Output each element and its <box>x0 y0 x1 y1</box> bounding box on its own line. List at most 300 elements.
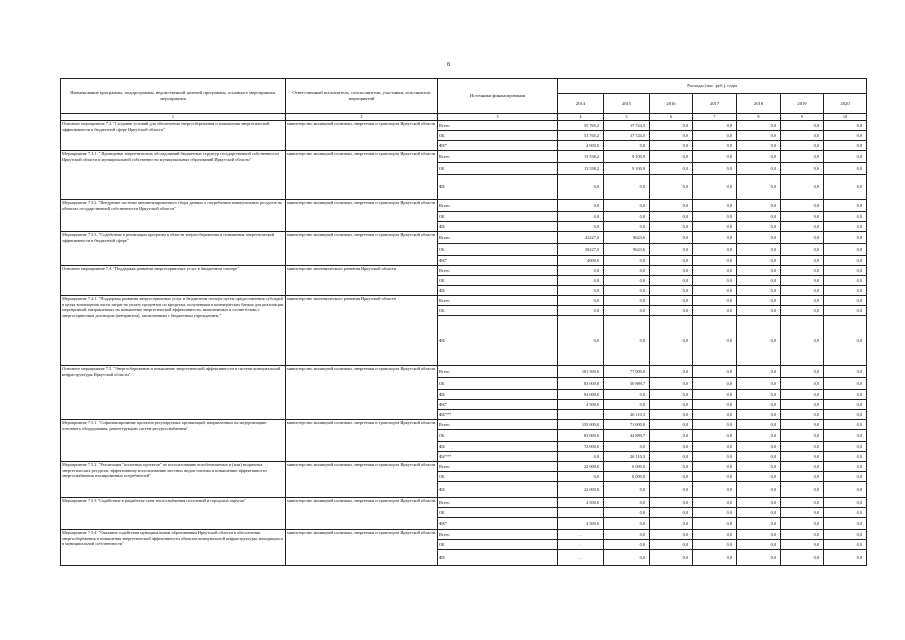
expense-value: 0,0 <box>824 316 867 366</box>
expense-value: 0,0 <box>781 151 824 163</box>
expense-value: 17 724,5 <box>604 131 650 141</box>
funding-source: Всего <box>438 420 558 430</box>
column-number: 9 <box>781 114 824 121</box>
header-program: Наименование программы, подпрограммы, ведомственной целевой программы, основного мероприятия, мероприятия <box>61 79 286 114</box>
expense-value: 0,0 <box>693 540 737 550</box>
funding-source: ФБ <box>438 175 558 200</box>
program-name: Мероприятие 7.3.2. "Внедрение системы автоматизированного сбора данных о потреблении коммунальных ресурсов на объектах государственной собственности Иркутской области" <box>61 200 286 232</box>
table-row <box>61 200 867 212</box>
expense-value: 0,0 <box>650 266 693 276</box>
expense-value: 0,0 <box>737 378 781 390</box>
expense-value: 0,0 <box>781 286 824 296</box>
expense-value: 0,0 <box>693 390 737 400</box>
expense-value: 0,0 <box>781 420 824 430</box>
table-row <box>61 366 867 378</box>
expense-value: 0,0 <box>650 410 693 420</box>
expense-value: 13 538,2 <box>558 163 604 175</box>
expense-value: 0,0 <box>737 482 781 498</box>
expense-value: 4 000,0 <box>558 141 604 151</box>
program-name: Основное мероприятие 7.3. "Создание условий для обеспечения энергосбережения и повышения энергетической эффективности в бюджетной сфере Иркутской области" <box>61 121 286 151</box>
expense-value: 0,0 <box>650 175 693 200</box>
expense-value: 26 110,3 <box>604 452 650 462</box>
executor-name: министерство экономического развития Иркутской области <box>286 266 438 296</box>
expense-value: 22 000,0 <box>558 462 604 472</box>
expense-value: 0,0 <box>824 296 867 306</box>
funding-source: Всего <box>438 121 558 131</box>
expense-value: 0,0 <box>737 400 781 410</box>
expense-value: 0,0 <box>604 442 650 452</box>
funding-source: ФБ <box>438 482 558 498</box>
expense-value: 0,0 <box>650 482 693 498</box>
program-name: Мероприятие 7.5.3 "Содействие в разработке схем теплоснабжения поселений и городских округов" <box>61 498 286 530</box>
expense-value: 0,0 <box>650 452 693 462</box>
expense-value: 0,0 <box>693 141 737 151</box>
expense-value: 83 000,0 <box>558 378 604 390</box>
expense-value: 0,0 <box>650 530 693 540</box>
funding-source: ОБ <box>438 378 558 390</box>
expense-value: 0,0 <box>737 212 781 222</box>
funding-source: ФБ <box>438 442 558 452</box>
expense-value: 8623,6 <box>604 244 650 256</box>
expense-value: 0,0 <box>824 366 867 378</box>
expense-value: 0,0 <box>693 212 737 222</box>
column-number: 1 <box>61 114 286 121</box>
expense-value: 0,0 <box>604 400 650 410</box>
program-name: Мероприятие 7.5.1. "Софинансирование проектов регулируемых организаций, направленных на модернизацию основного оборудования, реконструкцию систем ресурсоснабжения" <box>61 420 286 462</box>
funding-source: ФБ <box>438 222 558 232</box>
expense-value: 4 500,0 <box>558 400 604 410</box>
expense-value: 0,0 <box>604 550 650 566</box>
funding-source: ОБ <box>438 131 558 141</box>
expense-value: 0,0 <box>824 244 867 256</box>
expense-value: 0,0 <box>693 121 737 131</box>
expense-value: 0,0 <box>824 472 867 482</box>
table-row <box>61 121 867 131</box>
expense-value: 0,0 <box>781 462 824 472</box>
expense-value: 0,0 <box>650 508 693 518</box>
funding-source: Всего <box>438 232 558 244</box>
expense-value: 0,0 <box>693 498 737 508</box>
funding-source: ОБ <box>438 508 558 518</box>
expense-value: 83 000,0 <box>558 430 604 442</box>
expense-value: 0,0 <box>781 232 824 244</box>
expense-value: 0,0 <box>650 420 693 430</box>
expense-value: 0,0 <box>604 286 650 296</box>
expense-value: 0,0 <box>558 316 604 366</box>
expense-value: 0,0 <box>824 452 867 462</box>
expense-value: 0,0 <box>824 410 867 420</box>
expense-value: 0,0 <box>693 266 737 276</box>
expense-value: 0,0 <box>737 366 781 378</box>
expense-value: 0,0 <box>781 430 824 442</box>
expense-value: 0,0 <box>781 212 824 222</box>
expense-value: 0,0 <box>650 390 693 400</box>
expense-value: 0,0 <box>737 472 781 482</box>
expense-value: 22 000,0 <box>558 482 604 498</box>
expense-value: 4 500,0 <box>558 518 604 530</box>
expense-value: 71 000,0 <box>604 420 650 430</box>
expense-value: 0,0 <box>737 530 781 540</box>
expense-value: 0,0 <box>604 508 650 518</box>
expense-value: 0,0 <box>604 266 650 276</box>
expense-value: 0,0 <box>693 472 737 482</box>
expense-value: 17 724,5 <box>604 121 650 131</box>
expense-value: 0,0 <box>693 232 737 244</box>
expense-value: 0,0 <box>650 244 693 256</box>
expense-value: 0,0 <box>824 276 867 286</box>
funding-source: ФБ* <box>438 518 558 530</box>
expense-value: 0,0 <box>693 452 737 462</box>
expense-value: 0,0 <box>824 200 867 212</box>
expense-value: 0,0 <box>558 472 604 482</box>
expense-value: 0,0 <box>604 296 650 306</box>
expense-value: 0,0 <box>604 200 650 212</box>
expense-value: 0,0 <box>693 420 737 430</box>
expense-value: 0,0 <box>604 530 650 540</box>
expense-value: 0,0 <box>693 316 737 366</box>
expense-value: 0,0 <box>693 256 737 266</box>
program-name: Мероприятие 7.3.1. " Проведение энергетических обследований бюджетных структур государственной собственности Иркутской области и муниципальной собственности муниципальных образований Иркутской области" <box>61 151 286 200</box>
expense-value: 0,0 <box>737 266 781 276</box>
expense-value: 0,0 <box>737 200 781 212</box>
expense-value: 0,0 <box>693 222 737 232</box>
expense-value: 0,0 <box>650 498 693 508</box>
expense-value: 0,0 <box>693 410 737 420</box>
expense-value: 0,0 <box>604 175 650 200</box>
expense-value: 0,0 <box>737 131 781 141</box>
header-year: 2020 <box>824 94 867 114</box>
expense-value: 181 500,0 <box>558 366 604 378</box>
expense-value: 0,0 <box>693 378 737 390</box>
expense-value: 0,0 <box>781 296 824 306</box>
expense-value: 0,0 <box>650 256 693 266</box>
expense-value: 0,0 <box>558 175 604 200</box>
expense-value: 0,0 <box>558 222 604 232</box>
expense-value: 0,0 <box>781 400 824 410</box>
expense-value: 0,0 <box>824 131 867 141</box>
expense-value: 0,0 <box>737 276 781 286</box>
expense-value: 0,0 <box>737 390 781 400</box>
expense-value: 0,0 <box>693 175 737 200</box>
expense-value: 6 000,0 <box>604 462 650 472</box>
executor-name: министерство жилищной политики, энергетики и транспорта Иркутской области <box>286 200 438 232</box>
expense-value: 13 538,2 <box>558 151 604 163</box>
funding-source: ОБ <box>438 244 558 256</box>
expense-value: 0,0 <box>693 508 737 518</box>
expense-value: – <box>558 530 604 540</box>
expense-value: 0,0 <box>693 400 737 410</box>
expense-value: 0,0 <box>781 266 824 276</box>
expense-value: 0,0 <box>824 390 867 400</box>
column-number: 8 <box>737 114 781 121</box>
table-row <box>61 498 867 508</box>
expense-value: 50 889,7 <box>604 378 650 390</box>
header-expenses: Расходы (тыс. руб.), годы <box>558 79 867 94</box>
funding-source: ОБ <box>438 163 558 175</box>
expense-value: 0,0 <box>824 141 867 151</box>
expense-value: 26 110,3 <box>604 410 650 420</box>
expense-value: 0,0 <box>558 212 604 222</box>
expense-value: 0,0 <box>604 390 650 400</box>
expense-value: 0,0 <box>650 540 693 550</box>
executor-name: министерство жилищной политики, энергетики и транспорта Иркутской области <box>286 420 438 462</box>
column-number: 4 <box>558 114 604 121</box>
funding-source: ФБ* <box>438 256 558 266</box>
expense-value: 0,0 <box>781 442 824 452</box>
expense-value: 0,0 <box>693 286 737 296</box>
expense-value: 0,0 <box>650 276 693 286</box>
funding-source: ФБ*** <box>438 452 558 462</box>
column-number: 2 <box>286 114 438 121</box>
expense-value: 0,0 <box>781 530 824 540</box>
expense-value: 4000,0 <box>558 256 604 266</box>
expense-value: 0,0 <box>558 276 604 286</box>
expense-value: 0,0 <box>781 508 824 518</box>
expense-value: 0,0 <box>650 316 693 366</box>
expense-value: 0,0 <box>737 550 781 566</box>
expense-value: 0,0 <box>824 212 867 222</box>
program-name: Основное мероприятие 7.4. "Поддержка развития энергосервисных услуг в бюджетном секторе" <box>61 266 286 296</box>
expense-value: 0,0 <box>737 420 781 430</box>
expense-value: 0,0 <box>650 442 693 452</box>
expense-value: 0,0 <box>824 222 867 232</box>
executor-name: министерство жилищной политики, энергетики и транспорта Иркутской области <box>286 366 438 420</box>
expense-value: 0,0 <box>781 452 824 462</box>
expense-value: 51 765,2 <box>558 131 604 141</box>
expense-value: 0,0 <box>824 400 867 410</box>
funding-source: ОБ <box>438 472 558 482</box>
expense-value: 0,0 <box>650 296 693 306</box>
expense-value: 72 000,0 <box>558 442 604 452</box>
expense-value: 0,0 <box>737 296 781 306</box>
expense-value: 0,0 <box>558 286 604 296</box>
expense-value: 0,0 <box>824 442 867 452</box>
header-year: 2014 <box>558 94 604 114</box>
funding-source: ФБ <box>438 286 558 296</box>
expense-value: 9 100,9 <box>604 163 650 175</box>
expense-value: 0,0 <box>650 286 693 296</box>
table-row <box>61 296 867 306</box>
table-row <box>61 266 867 276</box>
expense-value: 0,0 <box>604 306 650 316</box>
expense-value: 0,0 <box>650 212 693 222</box>
expense-value: 0,0 <box>781 498 824 508</box>
table-row <box>61 462 867 472</box>
expense-value: 44 889,7 <box>604 430 650 442</box>
expense-value: 0,0 <box>650 232 693 244</box>
expense-value: 0,0 <box>737 175 781 200</box>
funding-source: Всего <box>438 366 558 378</box>
expense-value: 0,0 <box>781 540 824 550</box>
expense-value: 0,0 <box>781 141 824 151</box>
expense-value: 0,0 <box>737 222 781 232</box>
expense-value: 0,0 <box>737 410 781 420</box>
expense-value: 0,0 <box>650 550 693 566</box>
expense-value: 0,0 <box>824 550 867 566</box>
expense-value: 0,0 <box>824 266 867 276</box>
expense-value: 9 100,9 <box>604 151 650 163</box>
expense-value: 0,0 <box>737 244 781 256</box>
expense-value: 0,0 <box>781 244 824 256</box>
expense-value: 0,0 <box>781 121 824 131</box>
expense-value: 0,0 <box>650 200 693 212</box>
expense-value: 0,0 <box>781 256 824 266</box>
expense-value: 0,0 <box>824 378 867 390</box>
funding-source: Всего <box>438 462 558 472</box>
expense-value: 0,0 <box>650 222 693 232</box>
funding-source: Всего <box>438 266 558 276</box>
expense-value: 0,0 <box>781 175 824 200</box>
expense-value: 0,0 <box>781 200 824 212</box>
program-name: Мероприятие 7.4.1. "Поддержка развития энергосервисных услуг в бюджетном секторе путем предоставления субсидий в целях возмещения части затрат на уплату процентов по кредитам, полученным в коммерческих банках для реализации мероприятий, направленных на повышение энергетической эффективности, выполняемых в соответствии с энергосервисным договором (контрактом), заключенным с бюджетным учреждением." <box>61 296 286 366</box>
expense-value: 0,0 <box>650 131 693 141</box>
expense-value: 0,0 <box>650 306 693 316</box>
expense-value: 0,0 <box>737 498 781 508</box>
header-year: 2019 <box>781 94 824 114</box>
expense-value: 0,0 <box>824 286 867 296</box>
expense-value: 0,0 <box>737 508 781 518</box>
expense-value: 0,0 <box>650 430 693 442</box>
expense-value: 0,0 <box>693 151 737 163</box>
expense-value: 0,0 <box>558 452 604 462</box>
expense-value: 0,0 <box>824 256 867 266</box>
expense-value: 0,0 <box>824 540 867 550</box>
expense-value: 0,0 <box>781 410 824 420</box>
expense-value: 0,0 <box>558 296 604 306</box>
expense-value: 0,0 <box>781 306 824 316</box>
funding-source: ФБ <box>438 390 558 400</box>
header-year: 2017 <box>693 94 737 114</box>
expense-value: 4 500,0 <box>558 498 604 508</box>
expense-value: 0,0 <box>824 498 867 508</box>
expense-value: 0,0 <box>737 286 781 296</box>
expense-value: 0,0 <box>824 482 867 498</box>
expense-value: 0,0 <box>737 442 781 452</box>
header-year: 2018 <box>737 94 781 114</box>
funding-source: Всего <box>438 530 558 540</box>
expense-value: 0,0 <box>781 550 824 566</box>
executor-name: министерство жилищной политики, энергетики и транспорта Иркутской области <box>286 151 438 200</box>
funding-source: Всего <box>438 200 558 212</box>
table-row <box>61 420 867 430</box>
expense-value: 0,0 <box>737 540 781 550</box>
expense-value: 0,0 <box>781 276 824 286</box>
expense-value: 0,0 <box>781 316 824 366</box>
expense-value: 0,0 <box>824 462 867 472</box>
table-row <box>61 151 867 163</box>
expense-value: 0,0 <box>693 276 737 286</box>
column-number: 10 <box>824 114 867 121</box>
funding-source: Всего <box>438 151 558 163</box>
expense-value: 0,0 <box>824 232 867 244</box>
expense-value: 6 000,0 <box>604 472 650 482</box>
executor-name: министерство экономического развития Иркутской области <box>286 296 438 366</box>
expense-value: 0,0 <box>737 452 781 462</box>
expense-value: 0,0 <box>737 232 781 244</box>
funding-source: Всего <box>438 296 558 306</box>
expense-value: 0,0 <box>650 378 693 390</box>
header-year: 2015 <box>604 94 650 114</box>
expense-value: 0,0 <box>824 530 867 540</box>
expense-value: 0,0 <box>824 420 867 430</box>
expense-value: 155 000,0 <box>558 420 604 430</box>
expense-value: 0,0 <box>737 163 781 175</box>
expense-value: 0,0 <box>650 472 693 482</box>
funding-source: ОБ <box>438 306 558 316</box>
expense-value: 0,0 <box>737 121 781 131</box>
expense-value: 0,0 <box>558 200 604 212</box>
expense-value: 0,0 <box>693 131 737 141</box>
expense-value: 0,0 <box>650 141 693 151</box>
funding-source: ФБ*** <box>438 410 558 420</box>
expense-value: 8623,6 <box>604 232 650 244</box>
funding-source: ФБ <box>438 316 558 366</box>
table-row <box>61 232 867 244</box>
expense-value: – <box>558 540 604 550</box>
executor-name: министерство жилищной политики, энергетики и транспорта Иркутской области <box>286 530 438 566</box>
program-name: Мероприятие 7.3.3. "Содействие в реализации программ в области энергосбережения и повышения энергетической эффективности в бюджетной сфере" <box>61 232 286 266</box>
expense-value: 0,0 <box>737 306 781 316</box>
funding-source: ФБ* <box>438 400 558 410</box>
expense-value: 0,0 <box>781 366 824 378</box>
funding-source: ОБ <box>438 430 558 442</box>
expense-value: 0,0 <box>781 390 824 400</box>
expense-value: 0,0 <box>693 442 737 452</box>
expense-value: 0,0 <box>781 518 824 530</box>
expense-value: 0,0 <box>824 518 867 530</box>
expense-value: 0,0 <box>650 163 693 175</box>
expense-value: 0,0 <box>781 472 824 482</box>
expense-value: 0,0 <box>604 540 650 550</box>
column-number: 7 <box>693 114 737 121</box>
expense-value: 0,0 <box>824 508 867 518</box>
expense-value: 0,0 <box>604 222 650 232</box>
expense-value: 0,0 <box>824 163 867 175</box>
expense-value: 0,0 <box>693 482 737 498</box>
funding-source: ФБ <box>438 550 558 566</box>
expense-value: 77 000,0 <box>604 366 650 378</box>
funding-source: ФБ* <box>438 141 558 151</box>
funding-source: Всего <box>438 498 558 508</box>
expense-value: 0,0 <box>693 200 737 212</box>
expense-value: – <box>558 550 604 566</box>
expense-value: 0,0 <box>650 400 693 410</box>
expense-value: 0,0 <box>824 306 867 316</box>
expense-value: 0,0 <box>824 121 867 131</box>
expense-value: 0,0 <box>737 141 781 151</box>
expense-value: 0,0 <box>604 276 650 286</box>
expense-value: 0,0 <box>650 366 693 378</box>
column-number: 6 <box>650 114 693 121</box>
program-name: Мероприятие 7.5.2. "Реализация "пилотных проектов" по использованию возобновляемых и (или) вторичных энергетических ресурсов, эффективному использованию местных видов топлива и повышению эффективности энергоснабжения изолированных потребителей" <box>61 462 286 498</box>
expense-value: 0,0 <box>604 518 650 530</box>
program-name: Основное мероприятие 7.5. "Энергосбережение и повышение энергетической эффективности в системе коммунальной инфраструктуры Иркутской области" <box>61 366 286 420</box>
funding-source: ОБ <box>438 276 558 286</box>
expense-value: 0,0 <box>693 306 737 316</box>
table-row <box>61 530 867 540</box>
page-number: 8 <box>447 62 450 68</box>
expense-value: 0,0 <box>693 296 737 306</box>
funding-source: ОБ <box>438 540 558 550</box>
column-number: 5 <box>604 114 650 121</box>
expense-value: 0,0 <box>650 151 693 163</box>
expense-value: 0,0 <box>604 256 650 266</box>
expense-value: 0,0 <box>737 430 781 442</box>
expense-value: 0,0 <box>781 131 824 141</box>
expense-value: 0,0 <box>693 430 737 442</box>
expense-value: 0,0 <box>693 163 737 175</box>
column-number: 3 <box>438 114 558 121</box>
